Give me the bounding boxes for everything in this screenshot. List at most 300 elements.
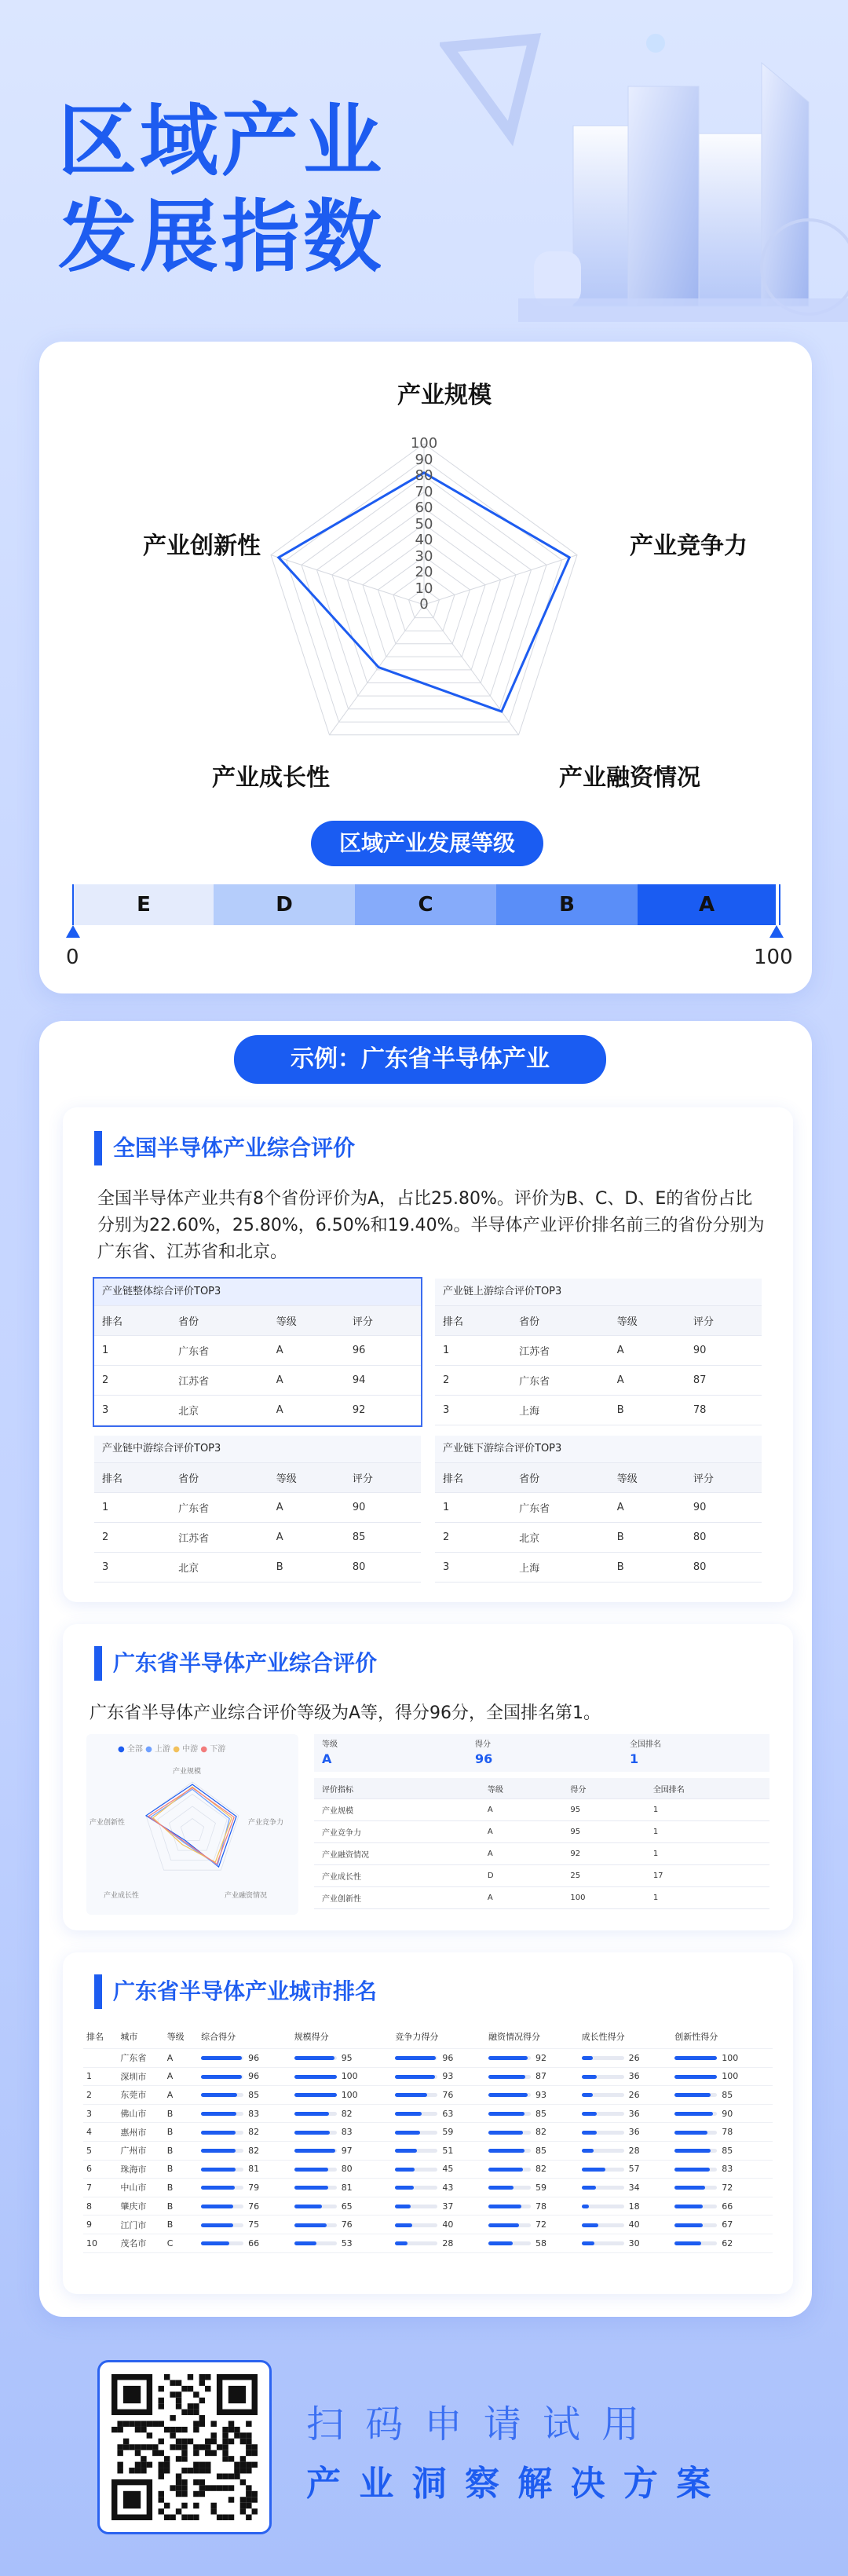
city-title: 广东省半导体产业城市排名: [94, 1974, 377, 2009]
table-cell: 江苏省: [170, 1523, 269, 1553]
qr-module: [164, 2515, 170, 2520]
mini-radar-series: [153, 1787, 232, 1862]
top3-table: [435, 1279, 762, 1425]
score-bar: [201, 2112, 236, 2116]
table-cell: A: [164, 2067, 198, 2086]
table-cell: 产业竞争力: [314, 1821, 480, 1843]
score-bar: [294, 2056, 334, 2060]
table-row: [83, 2197, 773, 2216]
qr-module: [141, 2444, 146, 2450]
table-cell: 66: [671, 2197, 773, 2216]
table-header-cell: 评分: [685, 1306, 762, 1336]
table-row: [83, 2049, 773, 2068]
qr-module: [170, 2415, 175, 2420]
table-cell: B: [164, 2216, 198, 2234]
mini-grid-ring: [181, 1819, 203, 1841]
top3-table: [94, 1436, 421, 1583]
score-bar-track: [201, 2131, 243, 2135]
legend-down: 下游: [210, 1745, 226, 1754]
top3-table-caption: 产业链上游综合评价TOP3: [435, 1279, 762, 1306]
table-cell: A: [609, 1366, 685, 1396]
score-bar-track: [294, 2168, 337, 2172]
table-header-cell: 评分: [685, 1463, 762, 1493]
qr-module: [176, 2444, 181, 2450]
table-row: [314, 1843, 769, 1865]
level-max: 100: [754, 946, 793, 969]
national-summary: 全国半导体产业共有8个省份评价为A，占比25.80%。评价为B、C、D、E的省份占比分别为22.60%，25.80%，6.50%和19.40%。半导体产业评价排名前三的省份分别为广东省、江苏省和北京。: [97, 1189, 765, 1262]
table-cell: 广东省: [170, 1493, 269, 1523]
score-bar-track: [395, 2075, 437, 2079]
table-cell: 92: [562, 1843, 645, 1865]
province-indicator-table: [314, 1778, 769, 1909]
qr-module: [240, 2479, 246, 2485]
score-bar-track: [395, 2223, 437, 2227]
qr-module: [193, 2421, 199, 2427]
qr-module: [181, 2485, 187, 2490]
qr-module: [240, 2503, 246, 2508]
score-bar: [582, 2093, 593, 2097]
qr-module: [176, 2456, 181, 2461]
table-cell: 66: [198, 2234, 291, 2252]
score-bar-track: [201, 2149, 243, 2153]
summary-value: 1: [630, 1751, 639, 1766]
qr-module: [199, 2398, 205, 2403]
score-bar: [488, 2075, 525, 2079]
radar-scale-tick: 80: [415, 467, 433, 484]
qr-module: [228, 2439, 234, 2444]
table-row: [314, 1865, 769, 1887]
radar-axis-label: 产业成长性: [212, 764, 330, 792]
qr-module: [252, 2497, 258, 2502]
qr-module: [217, 2473, 222, 2479]
table-cell: 82: [198, 2141, 291, 2160]
table-cell: 65: [291, 2197, 393, 2216]
score-bar: [201, 2186, 235, 2190]
score-bar: [488, 2093, 528, 2097]
table-cell: A: [269, 1523, 345, 1553]
score-bar: [395, 2056, 436, 2060]
score-bar-track: [582, 2075, 624, 2079]
table-cell: 28: [392, 2234, 485, 2252]
table-cell: A: [480, 1821, 562, 1843]
qr-module: [210, 2503, 216, 2508]
score-bar-track: [201, 2075, 243, 2079]
qr-module: [129, 2468, 134, 2473]
table-cell: 34: [579, 2179, 672, 2197]
table-cell: 80: [345, 1553, 421, 1583]
table-cell: B: [269, 1553, 345, 1583]
level-title: 区域产业发展等级: [311, 821, 543, 866]
table-cell: 4: [83, 2123, 117, 2142]
qr-finder-core: [228, 2386, 246, 2403]
qr-module: [170, 2485, 175, 2490]
qr-module: [170, 2427, 175, 2432]
table-cell: 45: [392, 2160, 485, 2179]
score-bar-track: [674, 2093, 717, 2097]
table-cell: 95: [291, 2049, 393, 2068]
score-bar-track: [674, 2112, 717, 2116]
city-ranking-table: [83, 2025, 773, 2253]
table-header-cell: 等级: [480, 1778, 562, 1799]
qr-module: [181, 2427, 187, 2432]
table-cell: 广东省: [117, 2049, 163, 2068]
table-row: [435, 1396, 762, 1425]
radar-axis-label: 产业规模: [397, 382, 492, 409]
score-bar-track: [488, 2241, 531, 2245]
table-cell: 78: [485, 2197, 579, 2216]
table-cell: 17: [645, 1865, 769, 1887]
table-cell: 肇庆市: [117, 2197, 163, 2216]
qr-module: [193, 2403, 199, 2409]
qr-module: [193, 2479, 199, 2485]
score-bar: [201, 2093, 237, 2097]
mini-axis-label: 产业成长性: [104, 1892, 140, 1900]
qr-module: [181, 2386, 187, 2391]
score-bar: [582, 2186, 596, 2190]
qr-module: [176, 2485, 181, 2490]
table-cell: 2: [435, 1366, 511, 1396]
table-cell: 3: [435, 1396, 511, 1425]
score-bar-track: [582, 2131, 624, 2135]
qr-module: [176, 2391, 181, 2397]
qr-module: [123, 2444, 129, 2450]
qr-module: [159, 2403, 164, 2409]
qr-module: [234, 2462, 239, 2468]
qr-module: [234, 2468, 239, 2473]
score-bar: [674, 2112, 713, 2116]
table-row: [83, 2216, 773, 2234]
table-cell: 93: [485, 2086, 579, 2105]
score-bar: [674, 2131, 707, 2135]
qr-module: [210, 2439, 216, 2444]
table-cell: 80: [685, 1523, 762, 1553]
qr-module: [164, 2374, 170, 2380]
score-bar: [294, 2241, 317, 2245]
table-cell: 北京: [170, 1553, 269, 1583]
qr-module: [181, 2444, 187, 2450]
score-bar: [395, 2093, 427, 2097]
table-cell: 珠海市: [117, 2160, 163, 2179]
qr-module: [193, 2491, 199, 2497]
table-cell: 87: [685, 1366, 762, 1396]
table-header-cell: 排名: [435, 1306, 511, 1336]
table-cell: 100: [671, 2049, 773, 2068]
qr-module: [170, 2432, 175, 2438]
qr-finder-core: [123, 2491, 141, 2508]
grade-d: D: [214, 884, 355, 925]
qr-module: [117, 2468, 122, 2473]
table-cell: 36: [579, 2123, 672, 2142]
qr-module: [228, 2456, 234, 2461]
table-row: [83, 2234, 773, 2252]
qr-module: [199, 2374, 205, 2380]
qr-module: [210, 2421, 216, 2427]
qr-module: [147, 2462, 152, 2468]
qr-module: [217, 2515, 222, 2520]
level-max-marker-icon: [769, 925, 784, 938]
score-bar: [674, 2223, 703, 2227]
qr-module: [246, 2421, 251, 2427]
radar-scale-tick: 20: [415, 564, 433, 580]
qr-module: [199, 2380, 205, 2385]
table-cell: 75: [198, 2216, 291, 2234]
qr-module: [193, 2427, 199, 2432]
table-cell: B: [609, 1396, 685, 1425]
table-cell: 90: [685, 1493, 762, 1523]
table-cell: 18: [579, 2197, 672, 2216]
table-cell: A: [480, 1799, 562, 1821]
score-bar-track: [294, 2112, 337, 2116]
table-row: [94, 1336, 421, 1366]
table-cell: 深圳市: [117, 2067, 163, 2086]
qr-code[interactable]: [97, 2360, 272, 2534]
mini-axis-label: 产业规模: [173, 1768, 202, 1776]
table-cell: 6: [83, 2160, 117, 2179]
table-cell: 97: [291, 2141, 393, 2160]
table-cell: 76: [291, 2216, 393, 2234]
hero-title-line1: 区域产业: [58, 95, 385, 187]
table-cell: 78: [685, 1396, 762, 1425]
qr-module: [159, 2473, 164, 2479]
qr-module: [164, 2468, 170, 2473]
hero-title-line2: 发展指数: [58, 191, 385, 283]
score-bar: [488, 2241, 513, 2245]
table-cell: [83, 2049, 117, 2068]
table-cell: B: [164, 2179, 198, 2197]
qr-module: [164, 2456, 170, 2461]
score-bar: [395, 2241, 407, 2245]
score-bar: [395, 2075, 434, 2079]
qr-module: [252, 2444, 258, 2450]
table-row: [83, 2067, 773, 2086]
table-cell: 1: [94, 1493, 170, 1523]
qr-module: [159, 2439, 164, 2444]
qr-module: [199, 2468, 205, 2473]
table-cell: 1: [645, 1887, 769, 1909]
table-row: [83, 2141, 773, 2160]
qr-module: [176, 2398, 181, 2403]
table-cell: 90: [345, 1493, 421, 1523]
table-cell: 82: [198, 2123, 291, 2142]
qr-code-icon: [111, 2374, 258, 2520]
qr-module: [159, 2497, 164, 2502]
table-header-cell: 等级: [269, 1463, 345, 1493]
table-cell: 26: [579, 2049, 672, 2068]
score-bar-track: [582, 2223, 624, 2227]
summary-label: 等级: [322, 1740, 338, 1749]
table-header-cell: 竞争力得分: [392, 2025, 485, 2049]
table-cell: 1: [645, 1821, 769, 1843]
table-row: [435, 1523, 762, 1553]
table-cell: 81: [291, 2179, 393, 2197]
table-row: [94, 1366, 421, 1396]
score-bar-track: [294, 2186, 337, 2190]
score-bar-track: [582, 2241, 624, 2245]
qr-module: [181, 2468, 187, 2473]
mini-radar-chart: [133, 1769, 251, 1887]
qr-module: [199, 2415, 205, 2420]
score-bar-track: [201, 2186, 243, 2190]
score-bar-track: [488, 2112, 531, 2116]
radar-scale-tick: 70: [415, 483, 433, 500]
mini-legend: ● 全部 ● 上游 ● 中游 ● 下游: [118, 1745, 226, 1754]
score-bar-track: [201, 2112, 243, 2116]
qr-module: [176, 2380, 181, 2385]
table-cell: 7: [83, 2179, 117, 2197]
qr-module: [222, 2473, 228, 2479]
qr-module: [164, 2503, 170, 2508]
qr-module: [199, 2462, 205, 2468]
table-header-cell: 省份: [170, 1306, 269, 1336]
table-cell: 58: [485, 2234, 579, 2252]
table-cell: 40: [392, 2216, 485, 2234]
qr-module: [246, 2462, 251, 2468]
qr-module: [193, 2468, 199, 2473]
qr-module: [147, 2432, 152, 2438]
city-section: [63, 1952, 793, 2294]
score-bar-track: [201, 2241, 243, 2245]
score-bar: [294, 2168, 328, 2172]
score-bar: [395, 2112, 422, 2116]
table-header-cell: 全国排名: [645, 1778, 769, 1799]
table-cell: 2: [94, 1523, 170, 1553]
qr-module: [205, 2386, 210, 2391]
qr-module: [152, 2444, 158, 2450]
table-cell: 3: [94, 1553, 170, 1583]
score-bar: [395, 2131, 420, 2135]
qr-module: [159, 2450, 164, 2456]
table-cell: 东莞市: [117, 2086, 163, 2105]
qr-module: [181, 2410, 187, 2415]
qr-module: [141, 2456, 146, 2461]
qr-module: [129, 2444, 134, 2450]
table-header-cell: 排名: [94, 1463, 170, 1493]
score-bar-track: [582, 2149, 624, 2153]
qr-module: [188, 2439, 193, 2444]
legend-mid: 中游: [182, 1745, 199, 1754]
table-cell: 85: [671, 2086, 773, 2105]
table-cell: 25: [562, 1865, 645, 1887]
qr-module: [188, 2386, 193, 2391]
table-cell: 产业创新性: [314, 1887, 480, 1909]
score-bar: [294, 2093, 337, 2097]
qr-module: [205, 2444, 210, 2450]
table-cell: A: [609, 1336, 685, 1366]
score-bar-track: [395, 2149, 437, 2153]
mini-grid-ring: [170, 1806, 216, 1850]
table-header-cell: 省份: [511, 1463, 609, 1493]
table-cell: 3: [83, 2104, 117, 2123]
qr-module: [246, 2503, 251, 2508]
radar-spoke: [424, 555, 577, 605]
qr-module: [129, 2421, 134, 2427]
level-min: 0: [66, 946, 79, 969]
qr-module: [152, 2450, 158, 2456]
qr-module: [222, 2450, 228, 2456]
table-cell: 63: [392, 2104, 485, 2123]
qr-module: [246, 2497, 251, 2502]
table-cell: 81: [198, 2160, 291, 2179]
table-cell: 67: [671, 2216, 773, 2234]
table-header-cell: 省份: [511, 1306, 609, 1336]
table-cell: B: [164, 2141, 198, 2160]
score-bar-track: [674, 2168, 717, 2172]
qr-module: [117, 2427, 122, 2432]
level-min-marker-icon: [66, 925, 80, 938]
table-row: [314, 1821, 769, 1843]
table-cell: B: [164, 2197, 198, 2216]
score-bar: [395, 2205, 411, 2208]
table-cell: 100: [671, 2067, 773, 2086]
score-bar: [395, 2168, 414, 2172]
table-cell: B: [164, 2123, 198, 2142]
table-cell: 83: [291, 2123, 393, 2142]
table-cell: 83: [671, 2160, 773, 2179]
table-cell: 92: [485, 2049, 579, 2068]
radar-axis-label: 产业融资情况: [559, 764, 700, 792]
score-bar: [201, 2205, 233, 2208]
table-row: [435, 1553, 762, 1583]
score-bar: [201, 2223, 233, 2227]
province-title: 广东省半导体产业综合评价: [94, 1646, 377, 1681]
top3-table-caption: 产业链中游综合评价TOP3: [94, 1436, 421, 1463]
score-bar-track: [294, 2093, 337, 2097]
qr-module: [210, 2432, 216, 2438]
qr-module: [188, 2468, 193, 2473]
qr-module: [176, 2473, 181, 2479]
table-cell: 江门市: [117, 2216, 163, 2234]
table-cell: 76: [392, 2086, 485, 2105]
table-cell: 3: [94, 1396, 170, 1425]
score-bar-track: [674, 2149, 717, 2153]
qr-module: [246, 2432, 251, 2438]
table-cell: A: [480, 1843, 562, 1865]
score-bar-track: [674, 2241, 717, 2245]
qr-module: [246, 2450, 251, 2456]
table-cell: 26: [579, 2086, 672, 2105]
qr-module: [176, 2491, 181, 2497]
table-cell: 96: [198, 2049, 291, 2068]
score-bar-track: [674, 2223, 717, 2227]
table-cell: 76: [198, 2197, 291, 2216]
qr-module: [205, 2439, 210, 2444]
qr-module: [170, 2380, 175, 2385]
qr-module: [159, 2508, 164, 2514]
qr-module: [135, 2462, 141, 2468]
qr-module: [123, 2421, 129, 2427]
radar-axis-label: 产业竞争力: [630, 532, 747, 560]
qr-module: [246, 2515, 251, 2520]
table-cell: 100: [562, 1887, 645, 1909]
table-cell: 5: [83, 2141, 117, 2160]
table-cell: 9: [83, 2216, 117, 2234]
score-bar: [488, 2131, 523, 2135]
qr-module: [159, 2421, 164, 2427]
table-cell: 78: [671, 2123, 773, 2142]
table-cell: 100: [291, 2067, 393, 2086]
table-row: [314, 1887, 769, 1909]
qr-module: [181, 2491, 187, 2497]
mini-radar-series: [148, 1787, 234, 1864]
qr-module: [135, 2421, 141, 2427]
province-summary-row: [314, 1734, 769, 1772]
score-bar: [488, 2186, 514, 2190]
qr-module: [188, 2374, 193, 2380]
score-bar-track: [582, 2205, 624, 2208]
score-bar-track: [201, 2093, 243, 2097]
table-cell: 43: [392, 2179, 485, 2197]
footer-line1: 扫 码 申 请 试 用: [306, 2402, 645, 2446]
